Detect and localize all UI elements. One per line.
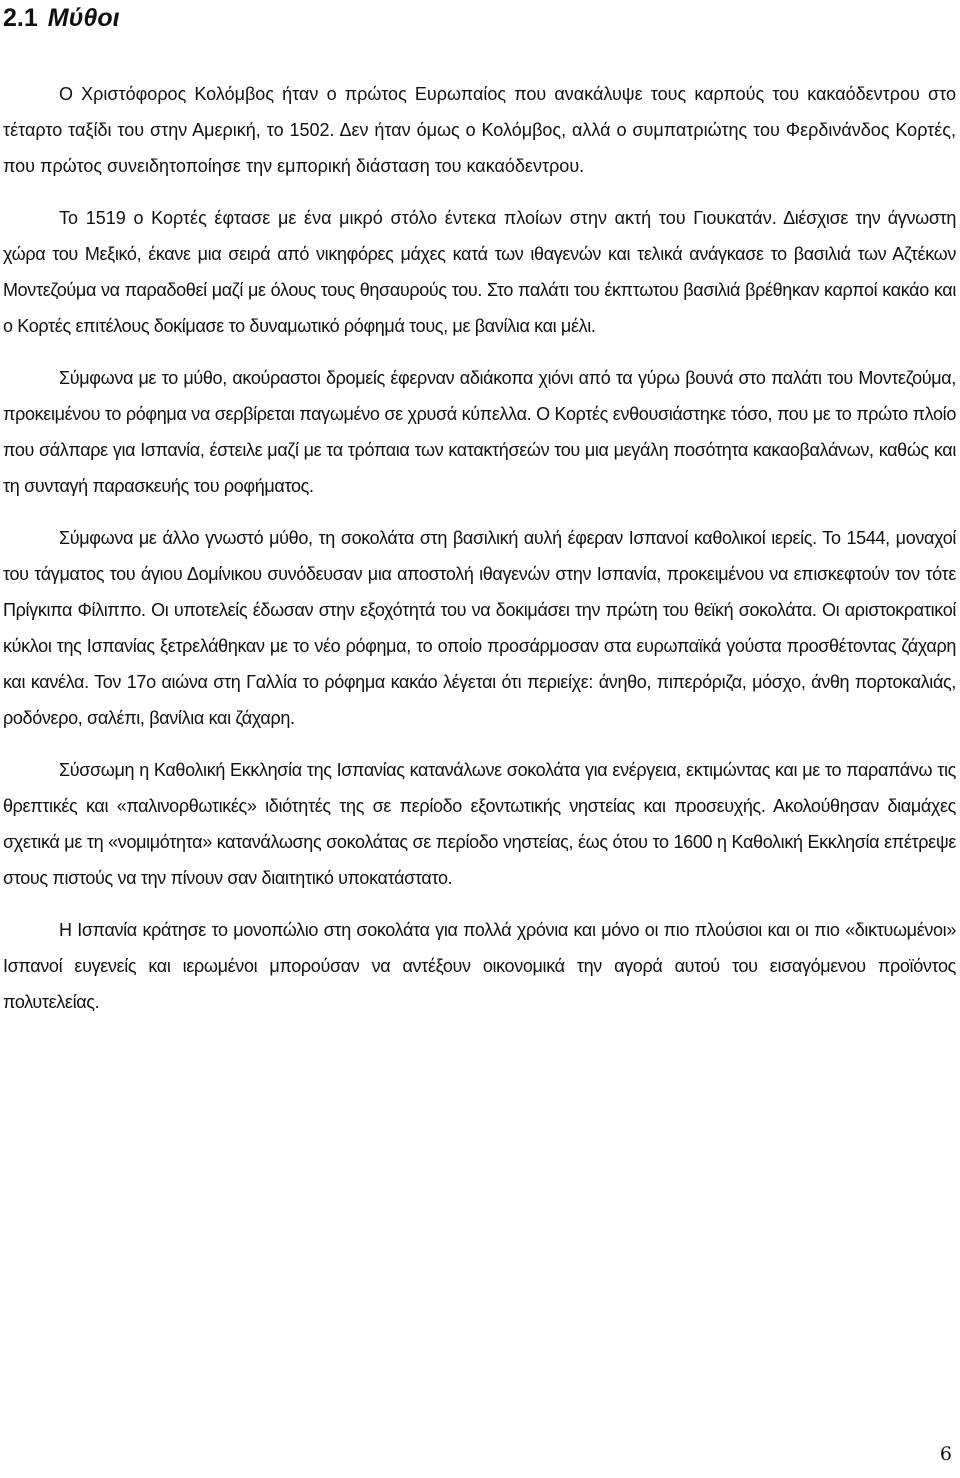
paragraph-columbus [3,76,956,184]
paragraph-cortes-sentence-1: Το 1519 ο Κορτές έφτασε με ένα μικρό στόλο έντεκα πλοίων στην ακτή του Γιουκατάν. [59,208,777,228]
section-number: 2.1 [3,4,38,32]
section-body [3,76,956,1020]
section-heading [3,0,120,36]
paragraph-priests-myth: Σύμφωνα με άλλο γνωστό μύθο, τη σοκολάτα στη βασιλική αυλή έφεραν Ισπανοί καθολικοί ιερείς. Το 1544, μοναχοί του τάγματος του άγιου Δομίνικου συνόδευσαν μια αποστολή ιθαγενών στην Ισπανία, προκειμένου να επισκεφτούν τον τότε Πρίγκιπα Φίλιππο. Οι υποτελείς έδωσαν στην εξοχότητά του να δοκιμάσει την πρώτη του θεϊκή σοκολάτα. Οι αριστοκρατικοί κύκλοι της Ισπανίας ξετρελάθηκαν με το νέο ρόφημα, το οποίο προσάρμοσαν στα ευρωπαϊκά γούστα προσθέτοντας ζάχαρη και κανέλα. Τον 17ο αιώνα στη Γαλλία το ρόφημα κακάο λέγεται ότι περιείχε: άνηθο, πιπερόριζα, μόσχο, άνθη πορτοκαλιάς, ροδόνερο, σαλέπι, βανίλια και ζάχαρη. [3,528,956,728]
paragraph-catholic-church: Σύσσωμη η Καθολική Εκκλησία της Ισπανίας κατανάλωνε σοκολάτα για ενέργεια, εκτιμώντας και με το παραπάνω τις θρεπτικές και «παλινορθωτικές» ιδιότητές της σε περίοδο εξοντωτικής νηστείας και προσευχής. Ακολούθησαν διαμάχες σχετικά με τη «νομιμότητα» κατανάλωσης σοκολάτας σε περίοδο νηστείας, έως ότου το 1600 η Καθολική Εκκλησία επέτρεψε στους πιστούς να την πίνουν σαν διαιτητικό υποκατάστατο. [3,760,956,888]
paragraph-columbus-sentence-2: Δεν ήταν όμως ο Κολόμβος, αλλά ο συμπατριώτης του Φερδινάνδος Κορτές, που πρώτος συνειδητοποίησε την εμπορική διάσταση του κακαόδεντρου. [3,120,956,176]
paragraph-spanish-monopoly: Η Ισπανία κράτησε το μονοπώλιο στη σοκολάτα για πολλά χρόνια και μόνο οι πιο πλούσιοι και οι πιο «δικτυωμένοι» Ισπανοί ευγενείς και ιερωμένοι μπορούσαν να αντέξουν οικονομικά την αγορά αυτού του εισαγόμενου προϊόντος πολυτελείας. [3,920,956,1012]
section-title: Μύθοι [47,4,120,32]
paragraph-cortes-arrival [3,200,956,344]
paragraph-columbus-sentence-1: Ο Χριστόφορος Κολόμβος ήταν ο πρώτος Ευρωπαίος που ανακάλυψε τους καρπούς του κακαόδεντρου στο τέταρτο ταξίδι του στην Αμερική, το 1502. [3,84,956,140]
paragraph-cortes-sentence-2: Διέσχισε την άγνωστη χώρα του Μεξικό, έκανε μια σειρά από νικηφόρες μάχες κατά των ιθαγενών και τελικά ανάγκασε το βασιλιά των Αζτέκων Μοντεζούμα να παραδοθεί μαζί με όλους τους θησαυρούς του. Στο παλάτι του έκπτωτου βασιλιά βρέθηκαν καρποί κακάο και ο Κορτές επιτέλους δοκίμασε το δυναμωτικό ρόφημά τους, με βανίλια και μέλι. [3,208,956,336]
page-number: 6 [939,1443,952,1465]
paragraph-snow-myth: Σύμφωνα με το μύθο, ακούραστοι δρομείς έφερναν αδιάκοπα χιόνι από τα γύρω βουνά στο παλάτι του Μοντεζούμα, προκειμένου το ρόφημα να σερβίρεται παγωμένο σε χρυσά κύπελλα. Ο Κορτές ενθουσιάστηκε τόσο, που με το πρώτο πλοίο που σάλπαρε για Ισπανία, έστειλε μαζί με τα τρόπαια των κατακτήσεών του μια μεγάλη ποσότητα κακαοβαλάνων, καθώς και τη συνταγή παρασκευής του ροφήματος. [3,368,956,496]
